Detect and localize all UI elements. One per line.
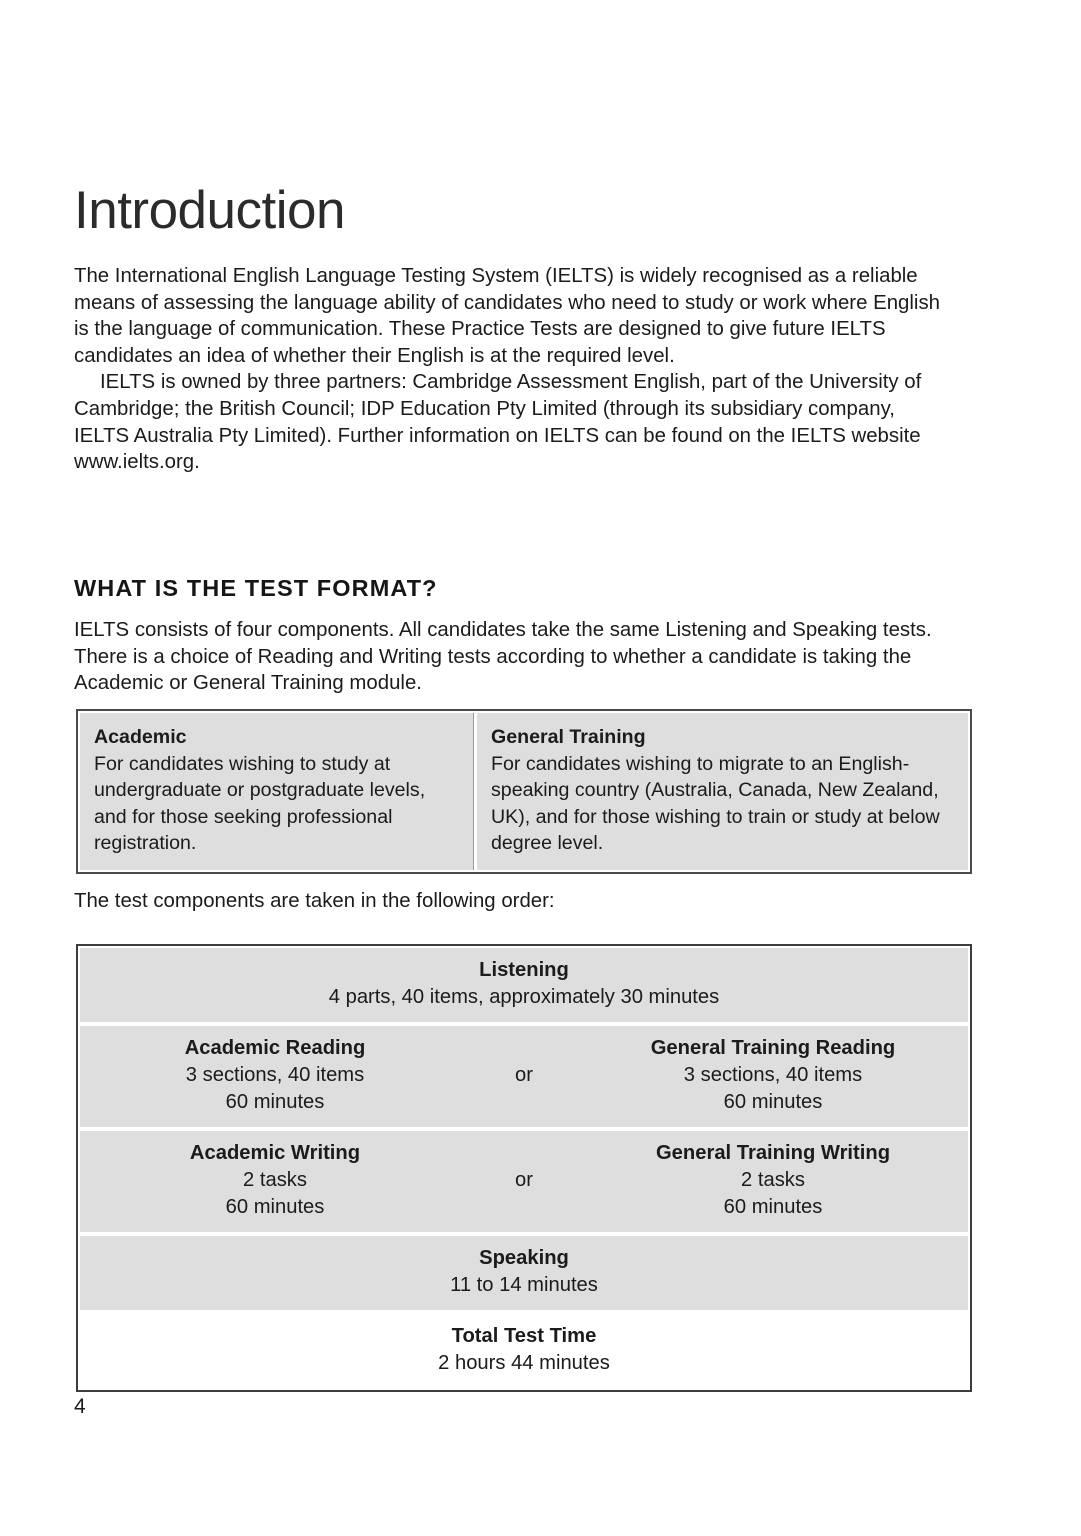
section-heading-test-format: WHAT IS THE TEST FORMAT? [74,574,438,601]
component-title-total-test-time: Total Test Time [451,1325,597,1347]
components-row-writing [80,1131,968,1232]
component-detail-academic-writing-time: 60 minutes [225,1196,325,1218]
component-detail-general-training-writing-tasks: 2 tasks [741,1169,805,1191]
component-detail-general-training-writing-time: 60 minutes [723,1196,823,1218]
component-cell-general-training-reading [578,1035,968,1116]
component-detail-listening: 4 parts, 40 items, approximately 30 minutes [328,986,720,1008]
test-format-intro-text: IELTS consists of four components. All candidates take the same Listening and Speaking tests. There is a choice of Reading and Writing tests according to whether a candidate is taking the Academic or General Training module. [74,619,932,695]
module-description-academic: For candidates wishing to study at undergraduate or postgraduate levels, and for those seeking professional registration. [94,752,426,855]
component-title-speaking: Speaking [479,1247,569,1269]
components-row-listening [80,948,968,1022]
intro-paragraph-2: IELTS is owned by three partners: Cambridge Assessment English, part of the University of Cambridge; the British Council; IDP Education Pty Limited (through its subsidiary company, IELTS Australia Pty Limited). Further information on IELTS can be found on the IELTS website www.ielts.org. [74,371,922,474]
components-table [76,944,972,1392]
component-or-label-reading: or [515,1064,533,1086]
components-row-reading [80,1026,968,1127]
components-row-total-test-time [80,1314,968,1388]
module-cell-general-training [477,713,968,870]
component-title-general-training-writing: General Training Writing [655,1142,891,1164]
component-or-label-writing: or [515,1169,533,1191]
component-cell-academic-reading [80,1035,470,1116]
module-title-general-training: General Training [491,726,646,748]
component-cell-academic-writing [80,1140,470,1221]
intro-paragraph-1: The International English Language Testing System (IELTS) is widely recognised as a reliable means of assessing the language ability of candidates who need to study or work where English is the language of communication. These Practice Tests are designed to give future IELTS candidates an idea of whether their English is at the required level. [74,265,940,367]
component-detail-general-training-reading-items: 3 sections, 40 items [683,1064,863,1086]
component-detail-academic-writing-tasks: 2 tasks [243,1169,307,1191]
component-detail-speaking: 11 to 14 minutes [450,1274,598,1296]
page-number: 4 [74,1395,86,1418]
component-title-academic-reading: Academic Reading [184,1037,366,1059]
introduction-body [74,263,954,476]
component-detail-academic-reading-time: 60 minutes [225,1091,325,1113]
order-lead-in-text: The test components are taken in the following order: [74,890,555,912]
components-row-speaking [80,1236,968,1310]
component-cell-general-training-writing [578,1140,968,1221]
component-title-general-training-reading: General Training Reading [650,1037,896,1059]
component-detail-total-test-time: 2 hours 44 minutes [438,1352,610,1374]
module-cell-academic [80,713,474,870]
page-title: Introduction [74,180,345,240]
modules-table [76,709,972,874]
module-title-academic: Academic [94,726,187,748]
component-title-listening: Listening [479,959,569,981]
component-title-academic-writing: Academic Writing [189,1142,361,1164]
component-detail-academic-reading-items: 3 sections, 40 items [185,1064,365,1086]
test-format-intro [74,617,954,697]
module-description-general-training: For candidates wishing to migrate to an English-speaking country (Australia, Canada, New Zealand, UK), and for those wishing to train or study at below degree level. [491,752,940,855]
component-detail-general-training-reading-time: 60 minutes [723,1091,823,1113]
